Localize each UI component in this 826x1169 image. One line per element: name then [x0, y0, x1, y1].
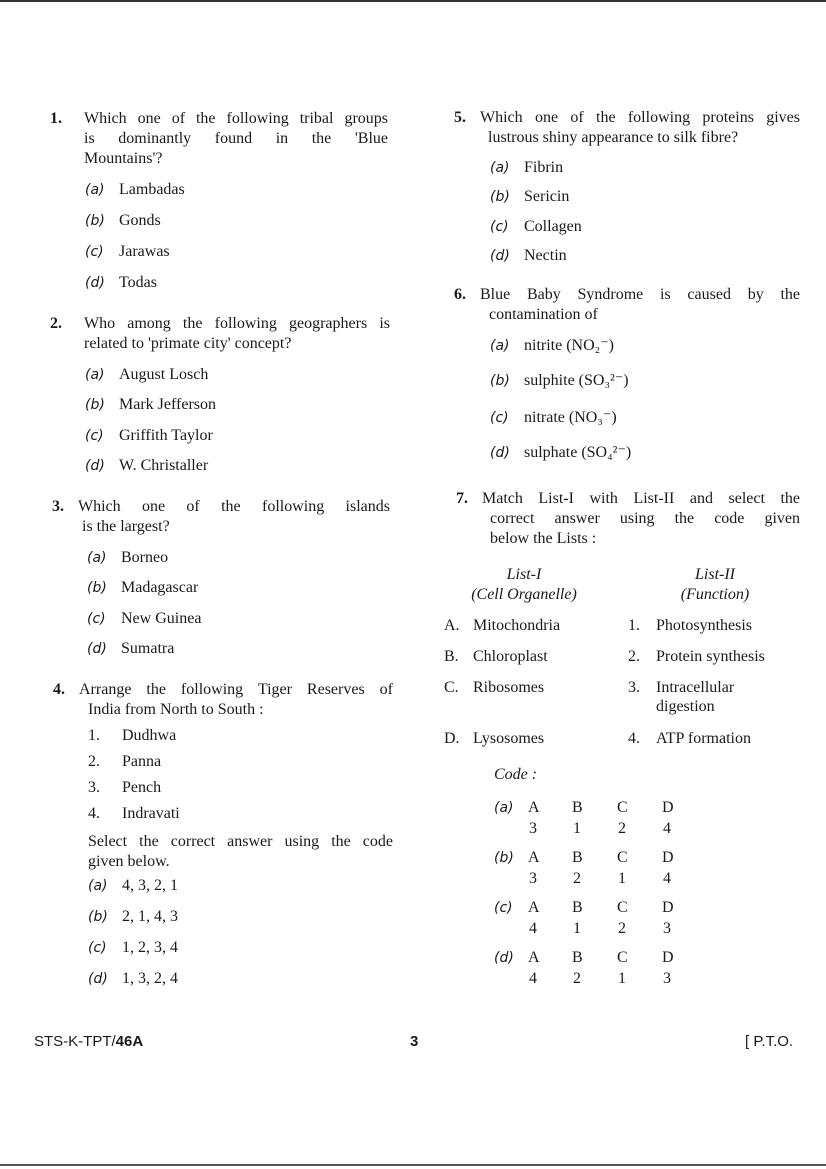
code-letter: A — [528, 949, 540, 966]
question-1-text: is dominantly found in the 'Blue — [84, 130, 388, 147]
code-letter: C — [617, 949, 628, 966]
list-2-number: 4. — [628, 730, 640, 747]
question-3-number: 3. — [52, 498, 64, 515]
question-6-option-label: (c) — [490, 410, 509, 426]
paper-code-prefix: STS-K-TPT/ — [34, 1033, 116, 1050]
question-6-option-text: sulphate (SO₄²⁻) — [524, 444, 632, 461]
question-2-option-label: (d) — [85, 458, 105, 474]
list-1-heading: List-I — [506, 566, 542, 583]
question-5-option-text: Nectin — [524, 247, 567, 264]
code-value: 4 — [663, 820, 671, 837]
code-letter: D — [662, 799, 674, 816]
code-letter: A — [528, 899, 540, 916]
question-5-option-label: (c) — [490, 219, 509, 235]
code-value: 4 — [529, 970, 537, 987]
question-4-option-label: (b) — [88, 909, 108, 925]
code-value: 2 — [573, 970, 581, 987]
question-2-number: 2. — [50, 315, 62, 332]
question-5-option-label: (b) — [490, 189, 510, 205]
question-6-text: contamination of — [489, 306, 598, 323]
list-2-number: 1. — [628, 617, 640, 634]
question-1-text: Mountains'? — [84, 150, 163, 167]
question-3-option-label: (d) — [87, 641, 107, 657]
question-4-option-label: (d) — [88, 971, 108, 987]
question-4-option-label: (a) — [88, 878, 108, 894]
question-2-option-text: August Losch — [119, 366, 209, 383]
code-value: 2 — [618, 920, 626, 937]
question-1-option-text: Todas — [119, 274, 157, 291]
question-1-option-text: Jarawas — [119, 243, 170, 260]
code-option-label: (a) — [494, 800, 514, 816]
list-1-letter: D. — [444, 730, 460, 747]
question-2-option-text: W. Christaller — [119, 457, 209, 474]
question-3-option-text: Sumatra — [121, 640, 175, 657]
list-1-item: Chloroplast — [473, 648, 548, 665]
question-4-text: Arrange the following Tiger Reserves of — [79, 681, 393, 698]
question-7-number: 7. — [456, 490, 468, 507]
question-4-number: 4. — [53, 681, 65, 698]
question-1-option-text: Lambadas — [119, 181, 185, 198]
question-3-text: is the largest? — [82, 518, 170, 535]
question-5-text: lustrous shiny appearance to silk fibre? — [488, 129, 739, 146]
list-item: Indravati — [122, 805, 180, 822]
question-5-option-text: Collagen — [524, 218, 582, 235]
code-letter: D — [662, 899, 674, 916]
code-value: 2 — [618, 820, 626, 837]
instruction-text: Select the correct answer using the code — [88, 833, 393, 850]
code-value: 3 — [529, 820, 537, 837]
question-3-option-label: (b) — [87, 580, 107, 596]
question-2-option-label: (c) — [85, 428, 104, 444]
question-7-text: below the Lists : — [490, 530, 597, 547]
list-2-item: Intracellular — [656, 679, 735, 696]
list-number: 3. — [88, 779, 100, 796]
list-1-item: Mitochondria — [473, 617, 561, 634]
question-1-option-label: (c) — [85, 244, 104, 260]
question-1-text: Which one of the following tribal groups — [84, 110, 388, 127]
question-1-option-label: (b) — [85, 213, 105, 229]
question-7-text: Match List-I with List-II and select the — [482, 490, 800, 507]
bottom-border — [0, 1164, 826, 1166]
list-2-item: digestion — [656, 698, 715, 715]
list-item: Panna — [122, 753, 162, 770]
code-option-label: (b) — [494, 850, 514, 866]
list-item: Dudhwa — [122, 727, 177, 744]
code-value: 1 — [573, 920, 581, 937]
question-4-option-text: 1, 3, 2, 4 — [122, 970, 178, 987]
code-letter: D — [662, 949, 674, 966]
code-option-label: (c) — [494, 900, 513, 916]
code-value: 1 — [573, 820, 581, 837]
top-border — [0, 0, 826, 2]
code-value: 1 — [618, 970, 626, 987]
code-value: 2 — [573, 870, 581, 887]
code-label: Code : — [494, 766, 538, 783]
question-2-text: related to 'primate city' concept? — [84, 335, 292, 352]
question-2-option-label: (a) — [85, 367, 105, 383]
code-letter: D — [662, 849, 674, 866]
question-1-number: 1. — [50, 110, 62, 127]
code-letter: B — [572, 949, 583, 966]
list-number: 2. — [88, 753, 100, 770]
code-letter: A — [528, 799, 540, 816]
question-4-option-label: (c) — [88, 940, 107, 956]
code-letter: C — [617, 849, 628, 866]
code-value: 3 — [663, 920, 671, 937]
code-value: 1 — [618, 870, 626, 887]
question-3-option-label: (a) — [87, 550, 107, 566]
question-1-option-label: (d) — [85, 275, 105, 291]
list-2-item: Protein synthesis — [656, 648, 765, 665]
question-6-option-label: (a) — [490, 338, 510, 354]
list-1-item: Ribosomes — [473, 679, 545, 696]
code-letter: C — [617, 899, 628, 916]
pto-label: [ P.T.O. — [745, 1033, 794, 1050]
code-letter: B — [572, 799, 583, 816]
question-3-option-label: (c) — [87, 611, 106, 627]
question-3-text: Which one of the following islands — [78, 498, 390, 515]
question-5-option-text: Fibrin — [524, 159, 564, 176]
question-2-option-text: Mark Jefferson — [119, 396, 217, 413]
list-2-item: ATP formation — [656, 730, 751, 747]
question-4-option-text: 1, 2, 3, 4 — [122, 939, 178, 956]
list-1-letter: B. — [444, 648, 459, 665]
list-item: Pench — [122, 779, 162, 796]
list-number: 4. — [88, 805, 100, 822]
question-1-option-text: Gonds — [119, 212, 161, 229]
question-5-option-label: (a) — [490, 160, 510, 176]
list-2-subheading: (Function) — [680, 586, 750, 603]
paper-code — [34, 1032, 143, 1052]
question-6-text: Blue Baby Syndrome is caused by the — [480, 286, 800, 303]
question-4-text: India from North to South : — [88, 701, 264, 718]
question-2-option-text: Griffith Taylor — [119, 427, 213, 444]
code-value: 4 — [529, 920, 537, 937]
question-5-number: 5. — [454, 109, 466, 126]
question-6-number: 6. — [454, 286, 466, 303]
list-1-subheading: (Cell Organelle) — [471, 586, 577, 603]
code-letter: B — [572, 849, 583, 866]
code-letter: C — [617, 799, 628, 816]
code-letter: B — [572, 899, 583, 916]
question-3-option-text: Borneo — [121, 549, 169, 566]
code-option-label: (d) — [494, 950, 514, 966]
question-6-option-text: nitrate (NO₃⁻) — [524, 409, 617, 426]
code-letter: A — [528, 849, 540, 866]
instruction-text: given below. — [88, 853, 170, 870]
question-4-option-text: 2, 1, 4, 3 — [122, 908, 178, 925]
question-3-option-text: New Guinea — [121, 610, 202, 627]
page-number: 3 — [410, 1033, 419, 1050]
list-1-letter: C. — [444, 679, 459, 696]
question-4-option-text: 4, 3, 2, 1 — [122, 877, 178, 894]
list-2-item: Photosynthesis — [656, 617, 753, 634]
code-value: 3 — [529, 870, 537, 887]
question-1-option-label: (a) — [85, 182, 105, 198]
question-6-option-label: (d) — [490, 445, 510, 461]
list-2-heading: List-II — [695, 566, 735, 583]
question-3-option-text: Madagascar — [121, 579, 199, 596]
list-number: 1. — [88, 727, 100, 744]
question-2-option-label: (b) — [85, 397, 105, 413]
list-1-letter: A. — [444, 617, 460, 634]
question-6-option-label: (b) — [490, 373, 510, 389]
list-2-number: 2. — [628, 648, 640, 665]
code-value: 4 — [663, 870, 671, 887]
question-2-text: Who among the following geographers is — [84, 315, 390, 332]
question-5-option-label: (d) — [490, 248, 510, 264]
question-7-text: correct answer using the code given — [490, 510, 800, 527]
question-6-option-text: nitrite (NO₂⁻) — [524, 337, 614, 354]
question-6-option-text: sulphite (SO₃²⁻) — [524, 372, 629, 389]
question-5-option-text: Sericin — [524, 188, 570, 205]
question-5-text: Which one of the following proteins gives — [480, 109, 800, 126]
paper-code-suffix: 46A — [115, 1033, 144, 1050]
list-2-number: 3. — [628, 679, 640, 696]
list-1-item: Lysosomes — [473, 730, 545, 747]
code-value: 3 — [663, 970, 671, 987]
